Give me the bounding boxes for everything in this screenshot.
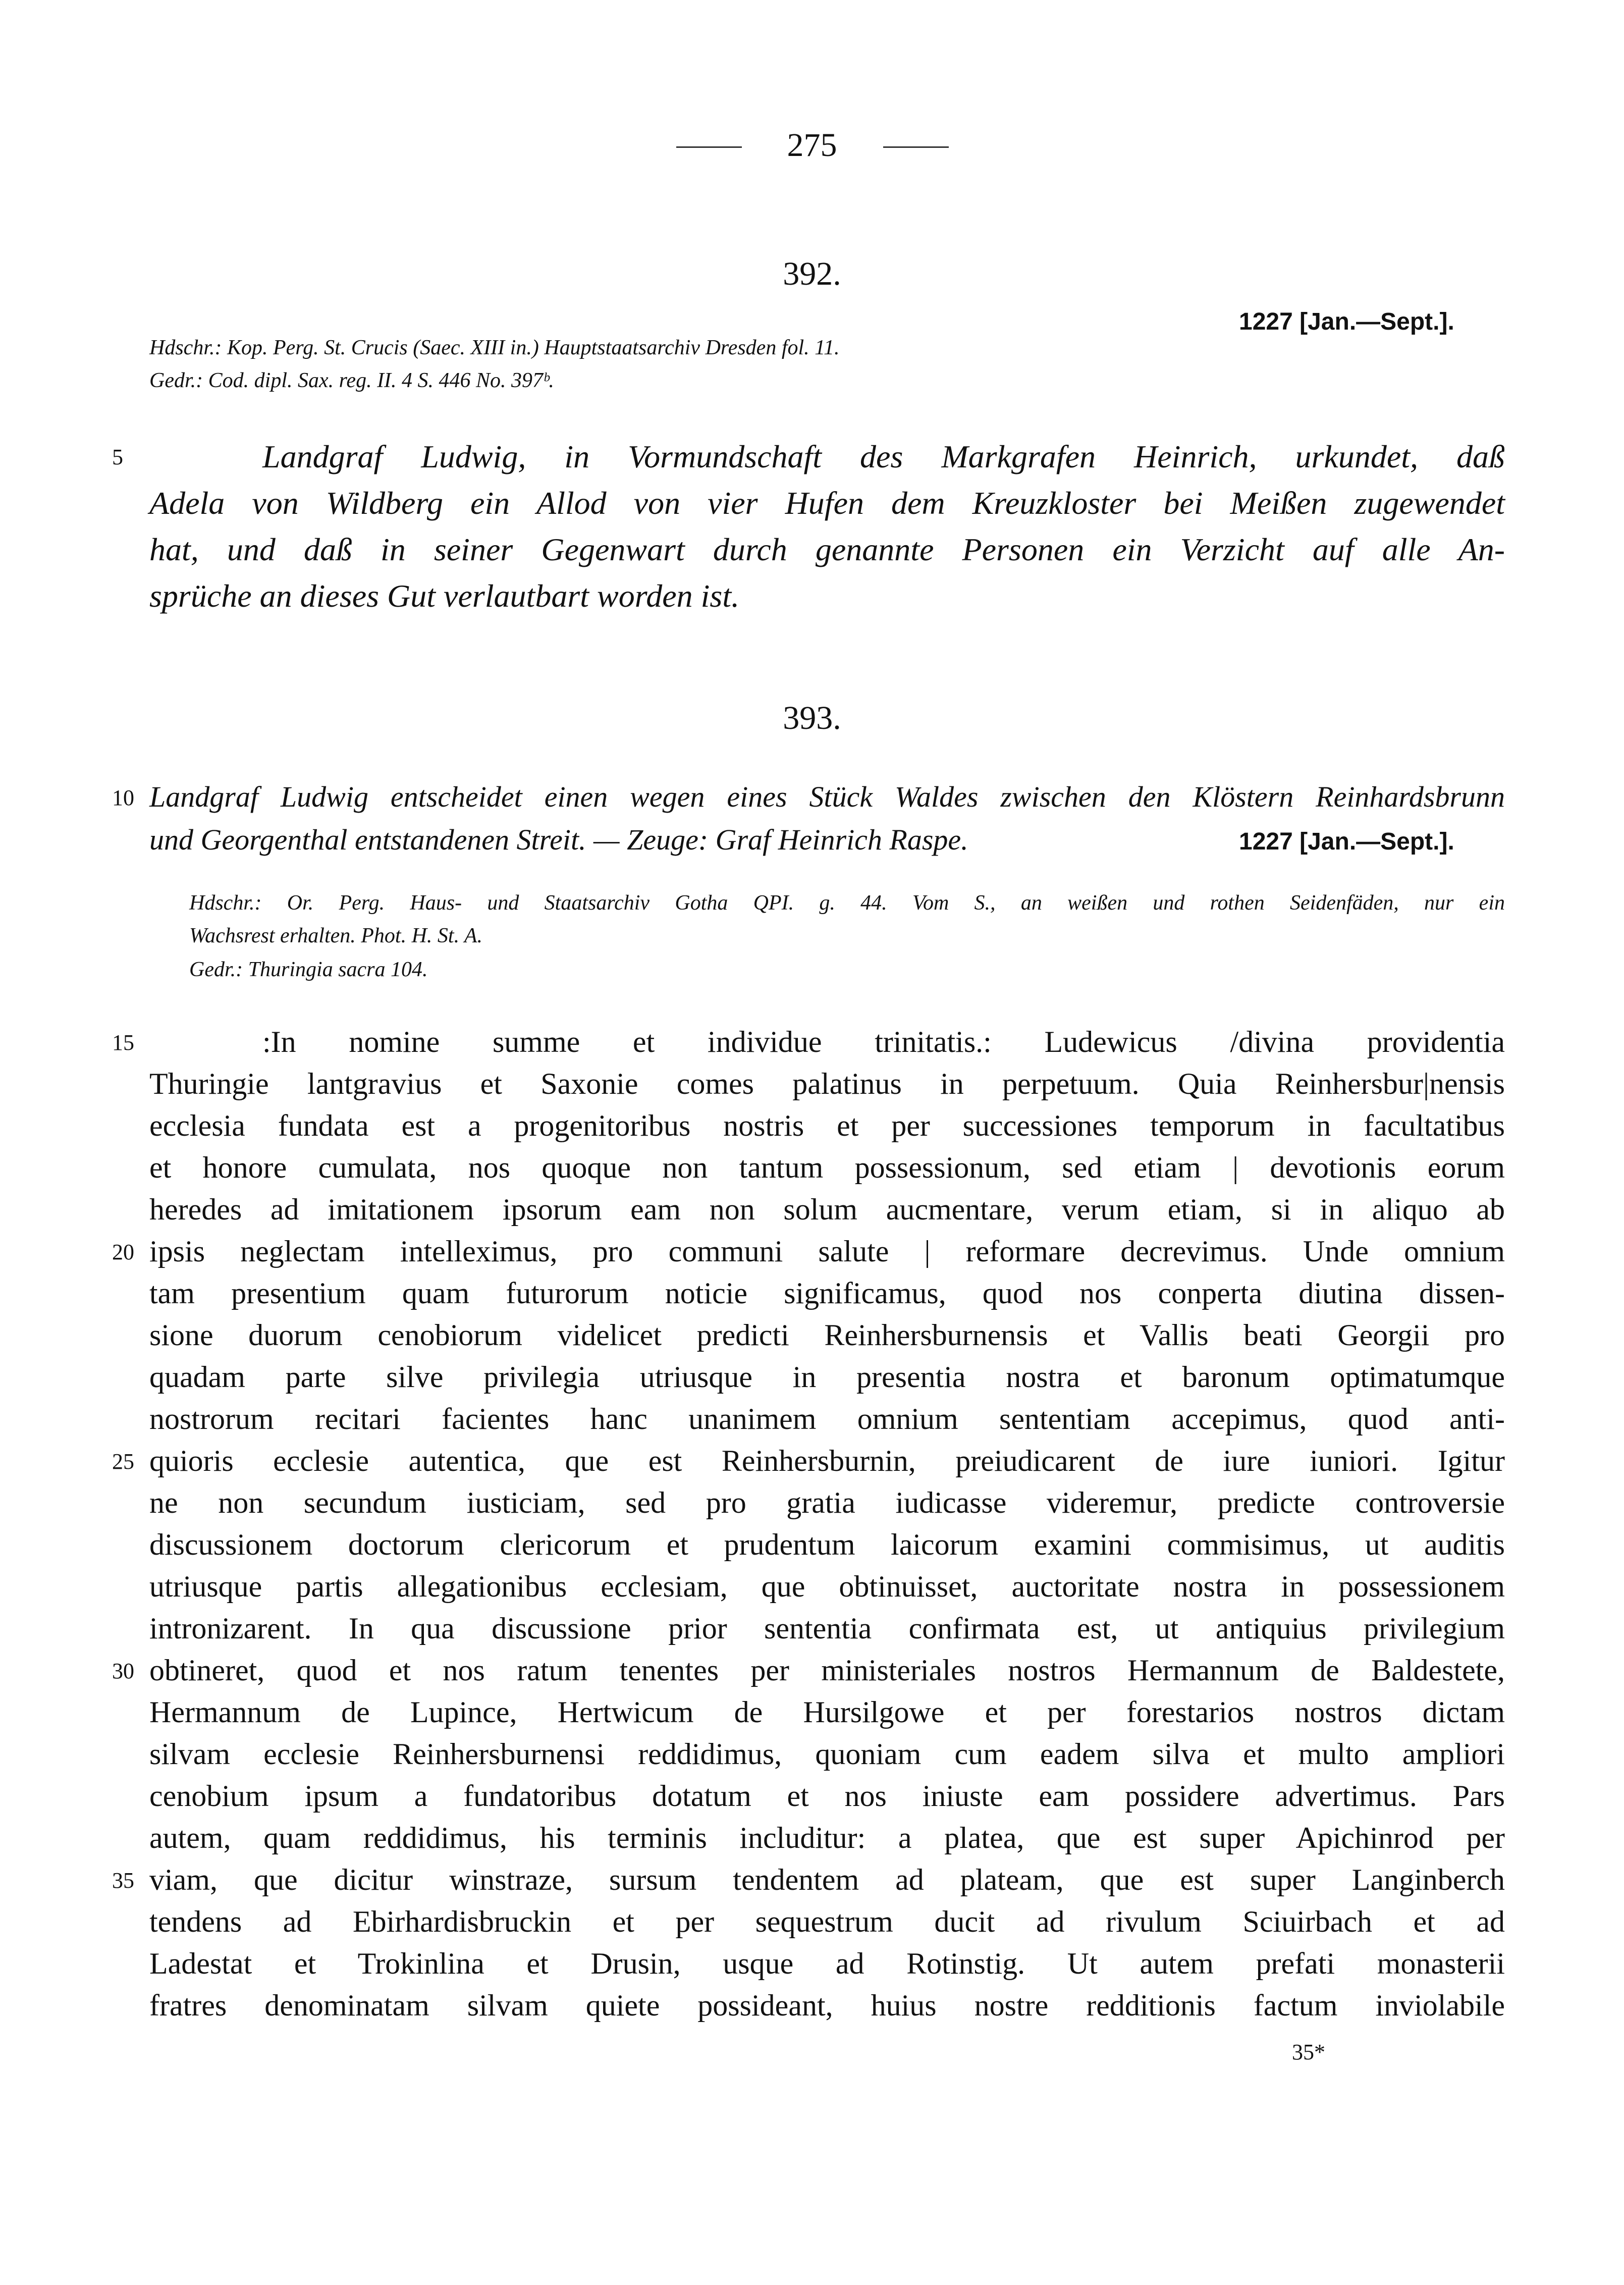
regest-line: hat, und daß in seiner Gegenwart durch genannte Personen ein Verzicht auf alle An- [149, 532, 1505, 567]
printer-signature: 35* [1292, 2040, 1325, 2064]
line-number: 30 [112, 1659, 134, 1683]
text-line: ne non secundum iusticiam, sed pro gratia iudicasse videremur, predicte controversie [149, 1486, 1505, 1519]
line-number: 25 [112, 1449, 134, 1474]
regest-line: Adela von Wildberg ein Allod von vier Hufen dem Kreuzkloster bei Meißen zugewendet [149, 485, 1505, 521]
document-number-393: 393. [783, 700, 841, 736]
source-line: Wachsrest erhalten. Phot. H. St. A. [189, 924, 482, 947]
document-date-393: 1227 [Jan.—Sept.]. [1239, 828, 1454, 855]
regest-line: sprüche an dieses Gut verlautbart worden ist. [149, 578, 740, 614]
text-line: fratres denominatam silvam quiete possideant, huius nostre redditionis factum inviolabile [149, 1989, 1505, 2022]
text-line: viam, que dicitur winstraze, sursum tendentem ad plateam, que est super Langinberch [149, 1863, 1505, 1896]
header-rule-right [883, 146, 949, 148]
text-line: tendens ad Ebirhardisbruckin et per sequestrum ducit ad rivulum Sciuirbach et ad [149, 1905, 1505, 1938]
text-line: obtineret, quod et nos ratum tenentes per ministeriales nostros Hermannum de Baldestete, [149, 1654, 1505, 1687]
regest-line: Landgraf Ludwig, in Vormundschaft des Markgrafen Heinrich, urkundet, daß [262, 439, 1505, 474]
text-line: ipsis neglectam intelleximus, pro communi salute | reformare decrevimus. Unde omnium [149, 1235, 1505, 1268]
document-number-392: 392. [783, 255, 841, 292]
line-number: 35 [112, 1868, 134, 1893]
line-number: 10 [112, 785, 134, 810]
regest-line: Landgraf Ludwig entscheidet einen wegen eines Stück Waldes zwischen den Klöstern Reinhardsbrunn [149, 780, 1505, 813]
text-line: Ladestat et Trokinlina et Drusin, usque ad Rotinstig. Ut autem prefati monasterii [149, 1947, 1505, 1980]
line-number: 15 [112, 1030, 134, 1055]
text-line: discussionem doctorum clericorum et prudentum laicorum examini commisimus, ut auditis [149, 1528, 1505, 1561]
document-date-392: 1227 [Jan.—Sept.]. [1239, 308, 1454, 335]
line-number: 20 [112, 1240, 134, 1264]
text-line: ecclesia fundata est a progenitoribus nostris et per successiones temporum in facultatibus [149, 1109, 1505, 1142]
text-line: sione duorum cenobiorum videlicet predicti Reinhersburnensis et Vallis beati Georgii pro [149, 1318, 1505, 1352]
text-line: autem, quam reddidimus, his terminis includitur: a platea, que est super Apichinrod per [149, 1821, 1505, 1854]
page-number: 275 [787, 127, 837, 164]
text-line: quioris ecclesie autentica, que est Reinhersburnin, preiudicarent de iure iuniori. Igitur [149, 1444, 1505, 1477]
text-line: quadam parte silve privilegia utriusque in presentia nostra et baronum optimatumque [149, 1360, 1505, 1394]
text-line: intronizarent. In qua discussione prior sententia confirmata est, ut antiquius privilegium [149, 1612, 1505, 1645]
text-line: tam presentium quam futurorum noticie significamus, quod nos conperta diutina dissen- [149, 1277, 1505, 1310]
text-line: silvam ecclesie Reinhersburnensi reddidimus, quoniam cum eadem silva et multo ampliori [149, 1737, 1505, 1771]
text-line: et honore cumulata, nos quoque non tantum possessionum, sed etiam | devotionis eorum [149, 1151, 1505, 1184]
source-line: Gedr.: Cod. dipl. Sax. reg. II. 4 S. 446 No. 397ᵇ. [149, 369, 554, 392]
text-line: Thuringie lantgravius et Saxonie comes palatinus in perpetuum. Quia Reinhersbur|nensis [149, 1067, 1505, 1100]
line-number: 5 [112, 445, 123, 469]
text-line: cenobium ipsum a fundatoribus dotatum et nos iniuste eam possidere advertimus. Pars [149, 1779, 1505, 1813]
text-line: :In nomine summe et individue trinitatis.: Ludewicus /divina providentia [262, 1025, 1505, 1058]
regest-line: und Georgenthal entstandenen Streit. — Zeuge: Graf Heinrich Raspe. [149, 823, 968, 856]
source-line: Hdschr.: Or. Perg. Haus- und Staatsarchiv Gotha QPI. g. 44. Vom S., an weißen und rothen Seidenfäden, nur ein [189, 891, 1505, 915]
text-line: utriusque partis allegationibus ecclesiam, que obtinuisset, auctoritate nostra in possessionem [149, 1570, 1505, 1603]
source-line: Hdschr.: Kop. Perg. St. Crucis (Saec. XIII in.) Hauptstaatsarchiv Dresden fol. 11. [149, 336, 840, 359]
source-line: Gedr.: Thuringia sacra 104. [189, 958, 428, 981]
text-line: Hermannum de Lupince, Hertwicum de Hursilgowe et per forestarios nostros dictam [149, 1695, 1505, 1729]
text-line: heredes ad imitationem ipsorum eam non solum aucmentare, verum etiam, si in aliquo ab [149, 1193, 1505, 1226]
text-line: nostrorum recitari facientes hanc unanimem omnium sententiam accepimus, quod anti- [149, 1402, 1505, 1436]
